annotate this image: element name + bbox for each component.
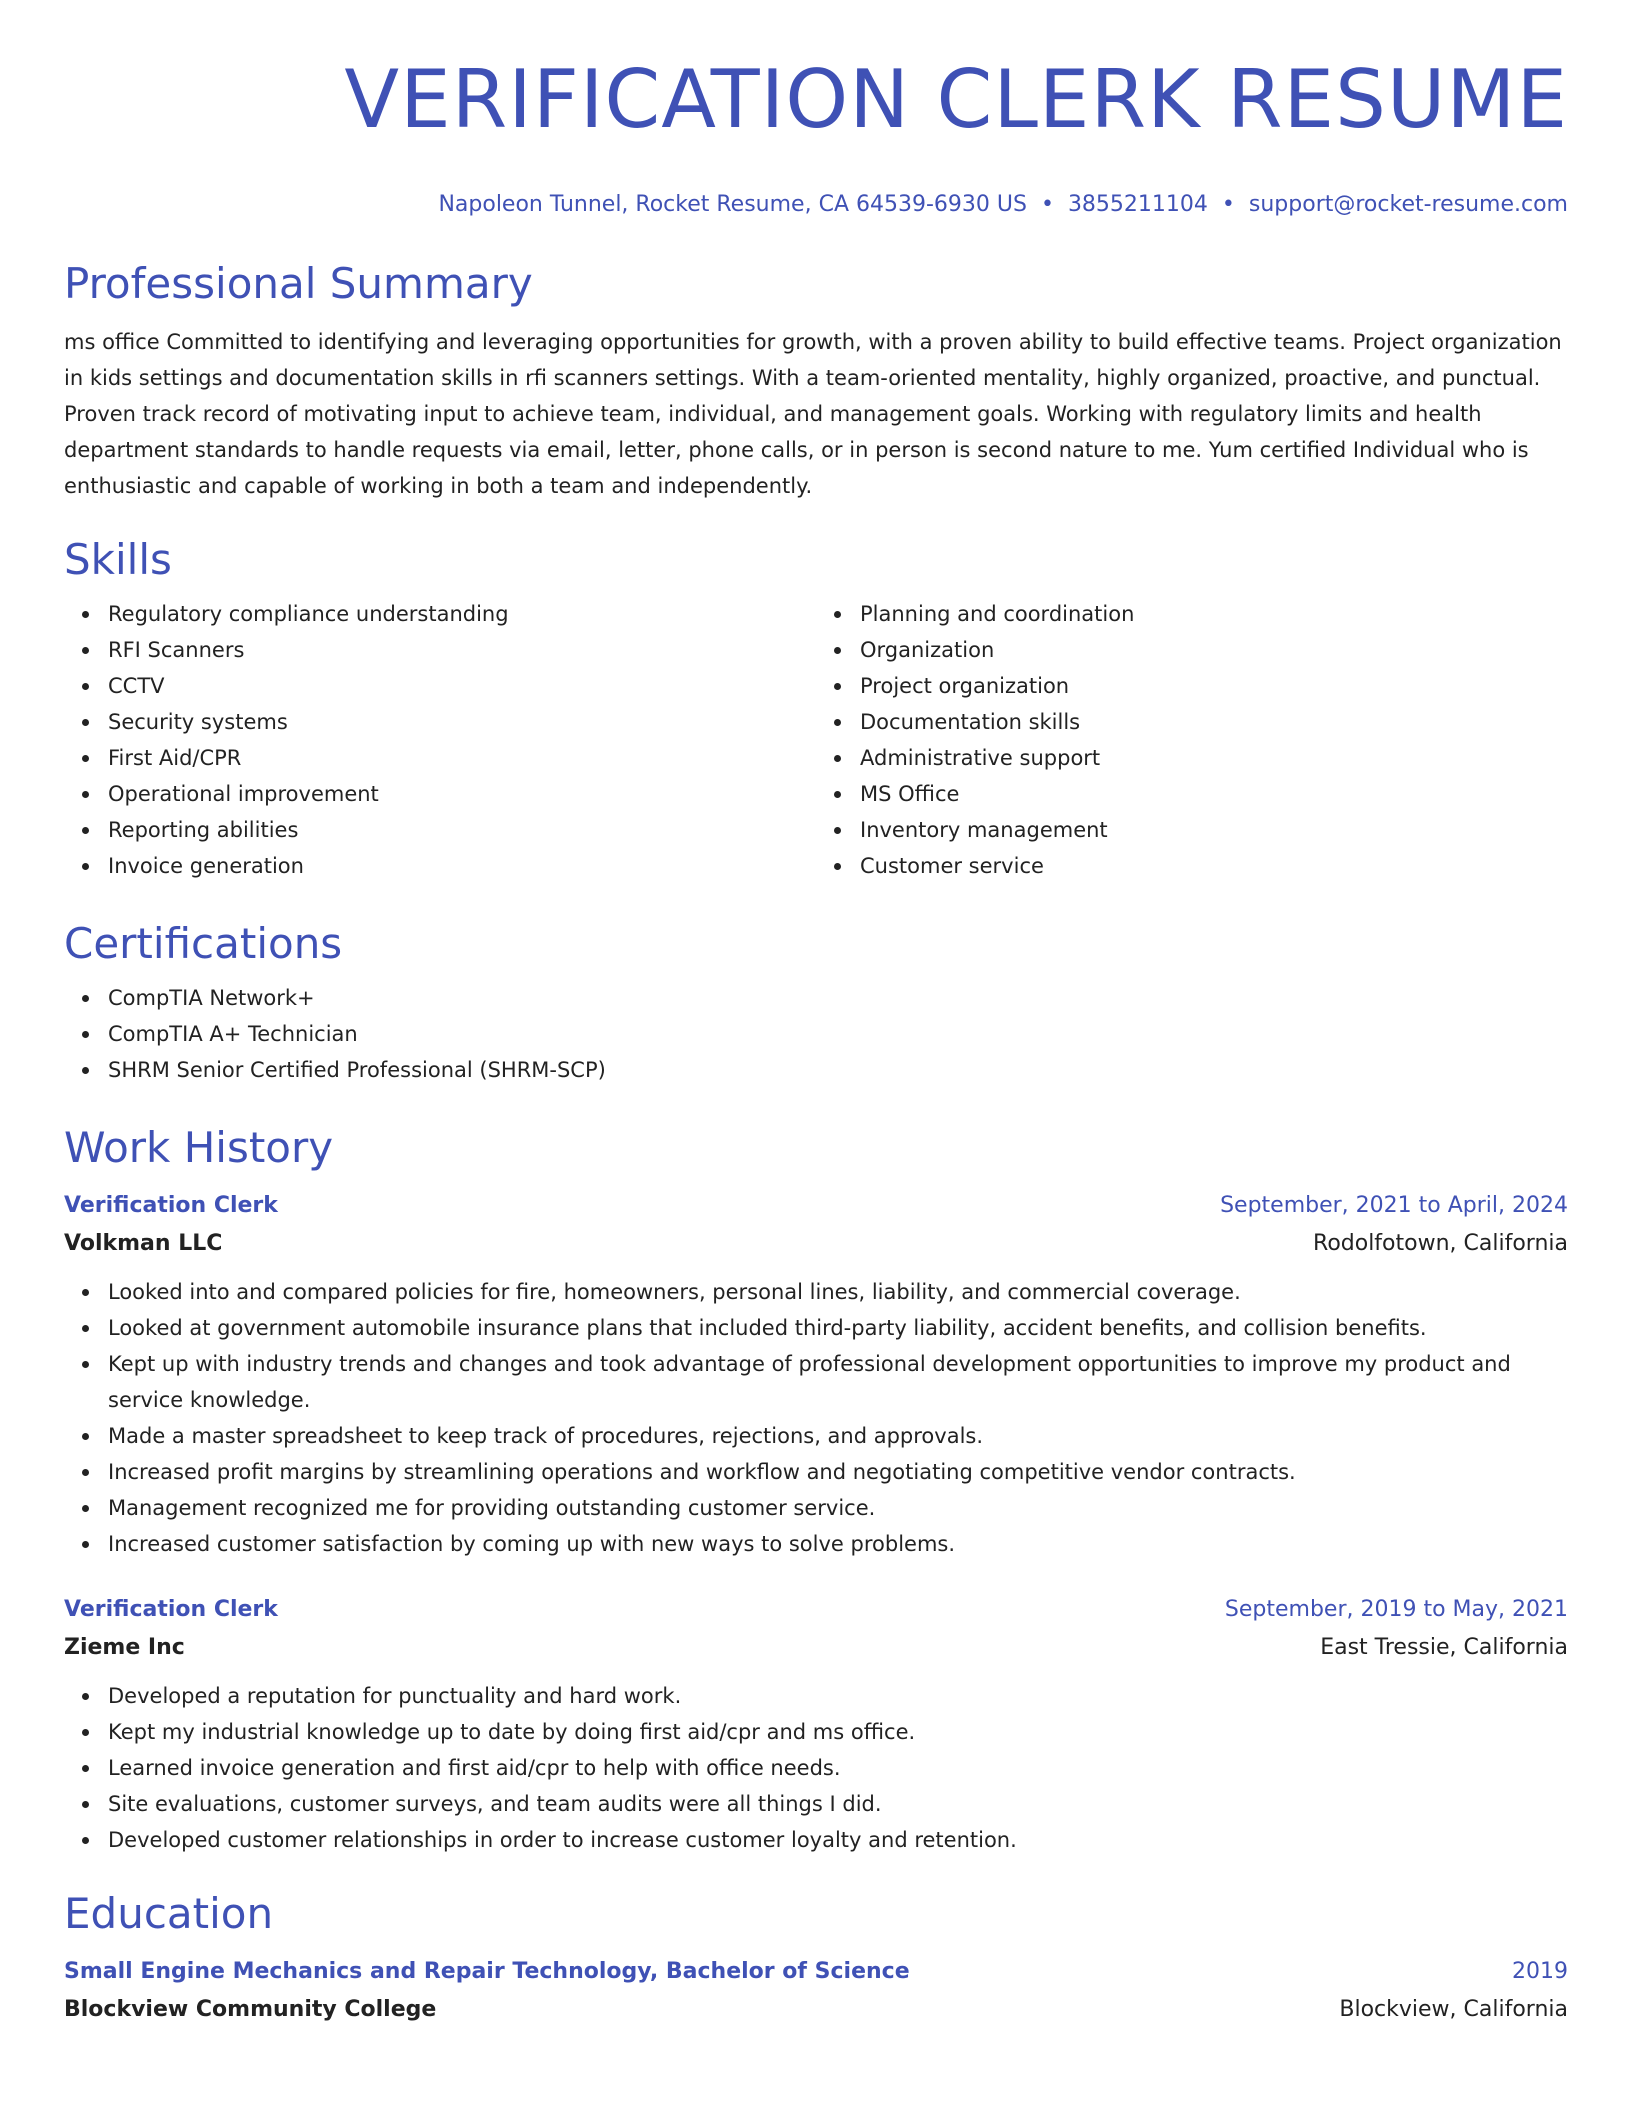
skill-item: MS Office <box>860 776 1568 812</box>
job-bullet: Made a master spreadsheet to keep track of procedures, rejections, and approvals. <box>108 1418 1568 1454</box>
job-header <box>64 1594 1568 1626</box>
job-header <box>64 1190 1568 1222</box>
contact-line <box>64 190 1568 220</box>
skill-item: Invoice generation <box>108 848 816 884</box>
skills-column-right <box>816 596 1568 884</box>
skill-item: Planning and coordination <box>860 596 1568 632</box>
skills-heading: Skills <box>64 535 172 584</box>
education-heading: Education <box>64 1889 274 1938</box>
job-bullet: Site evaluations, customer surveys, and team audits were all things I did. <box>108 1786 1568 1822</box>
skill-item: CCTV <box>108 668 816 704</box>
job-subheader <box>64 1632 1568 1664</box>
skill-item: Operational improvement <box>108 776 816 812</box>
skill-item: Inventory management <box>860 812 1568 848</box>
job-dates: September, 2021 to April, 2024 <box>1220 1193 1568 1218</box>
job-bullet: Learned invoice generation and first aid/cpr to help with office needs. <box>108 1750 1568 1786</box>
job-subheader <box>64 1228 1568 1260</box>
skills-list <box>64 596 1568 884</box>
education-subheader <box>64 1994 1568 2026</box>
resume-title: VERIFICATION CLERK RESUME <box>344 53 1568 146</box>
skill-item: Administrative support <box>860 740 1568 776</box>
job-bullet: Increased profit margins by streamlining operations and workflow and negotiating competitive vendor contracts. <box>108 1454 1568 1490</box>
contact-address: Napoleon Tunnel, Rocket Resume, CA 64539-6930 US <box>438 192 1027 217</box>
job-bullets <box>64 1274 1568 1562</box>
contact-phone: 3855211104 <box>1067 192 1208 217</box>
job-bullet: Management recognized me for providing outstanding customer service. <box>108 1490 1568 1526</box>
skill-item: Project organization <box>860 668 1568 704</box>
job-company: Volkman LLC <box>64 1231 223 1256</box>
contact-separator: • <box>1040 192 1054 217</box>
education-entry <box>64 1956 1568 2026</box>
certification-item: SHRM Senior Certified Professional (SHRM-SCP) <box>108 1052 1568 1088</box>
skill-item: Documentation skills <box>860 704 1568 740</box>
education-school: Blockview Community College <box>64 1997 437 2022</box>
job-bullets <box>64 1678 1568 1858</box>
contact-email: support@rocket-resume.com <box>1248 192 1568 217</box>
skill-item: RFI Scanners <box>108 632 816 668</box>
education-location: Blockview, California <box>1339 1997 1568 2022</box>
certification-item: CompTIA A+ Technician <box>108 1016 1568 1052</box>
job-location: Rodolfotown, California <box>1313 1231 1568 1256</box>
job-bullet: Developed a reputation for punctuality and hard work. <box>108 1678 1568 1714</box>
job-title: Verification Clerk <box>64 1193 278 1218</box>
summary-text: ms office Committed to identifying and leveraging opportunities for growth, with a proven ability to build effective teams. Project organization in kids settings and documentation skills in rfi scanners settings. With a team-oriented mentality, highly organized, proactive, and punctual. Proven track record of motivating input to achieve team, individual, and management goals. Working with regulatory limits and health department standards to handle requests via email, letter, phone calls, or in person is second nature to me. Yum certified Individual who is enthusiastic and capable of working in both a team and independently. <box>64 330 1562 498</box>
skill-item: First Aid/CPR <box>108 740 816 776</box>
job-dates: September, 2019 to May, 2021 <box>1224 1597 1568 1622</box>
job-title: Verification Clerk <box>64 1597 278 1622</box>
contact-separator: • <box>1221 192 1235 217</box>
job-bullet: Developed customer relationships in order to increase customer loyalty and retention. <box>108 1822 1568 1858</box>
education-header <box>64 1956 1568 1988</box>
skills-column-left <box>64 596 816 884</box>
job-bullet: Kept up with industry trends and changes and took advantage of professional development opportunities to improve my product and service knowledge. <box>108 1346 1568 1418</box>
skill-item: Customer service <box>860 848 1568 884</box>
education-year: 2019 <box>1512 1959 1568 1984</box>
skill-item: Security systems <box>108 704 816 740</box>
work-history-heading: Work History <box>64 1123 334 1172</box>
skill-item: Reporting abilities <box>108 812 816 848</box>
job-entry <box>64 1594 1568 1858</box>
job-bullet: Increased customer satisfaction by coming up with new ways to solve problems. <box>108 1526 1568 1562</box>
certifications-heading: Certifications <box>64 919 343 968</box>
education-degree: Small Engine Mechanics and Repair Technology, Bachelor of Science <box>64 1959 910 1984</box>
job-entry <box>64 1190 1568 1562</box>
job-company: Zieme Inc <box>64 1635 185 1660</box>
job-location: East Tressie, California <box>1320 1635 1568 1660</box>
job-bullet: Looked at government automobile insurance plans that included third-party liability, accident benefits, and collision benefits. <box>108 1310 1568 1346</box>
summary-heading: Professional Summary <box>64 259 533 308</box>
certifications-list <box>64 980 1568 1088</box>
certification-item: CompTIA Network+ <box>108 980 1568 1016</box>
skill-item: Organization <box>860 632 1568 668</box>
skill-item: Regulatory compliance understanding <box>108 596 816 632</box>
job-bullet: Looked into and compared policies for fire, homeowners, personal lines, liability, and commercial coverage. <box>108 1274 1568 1310</box>
job-bullet: Kept my industrial knowledge up to date by doing first aid/cpr and ms office. <box>108 1714 1568 1750</box>
